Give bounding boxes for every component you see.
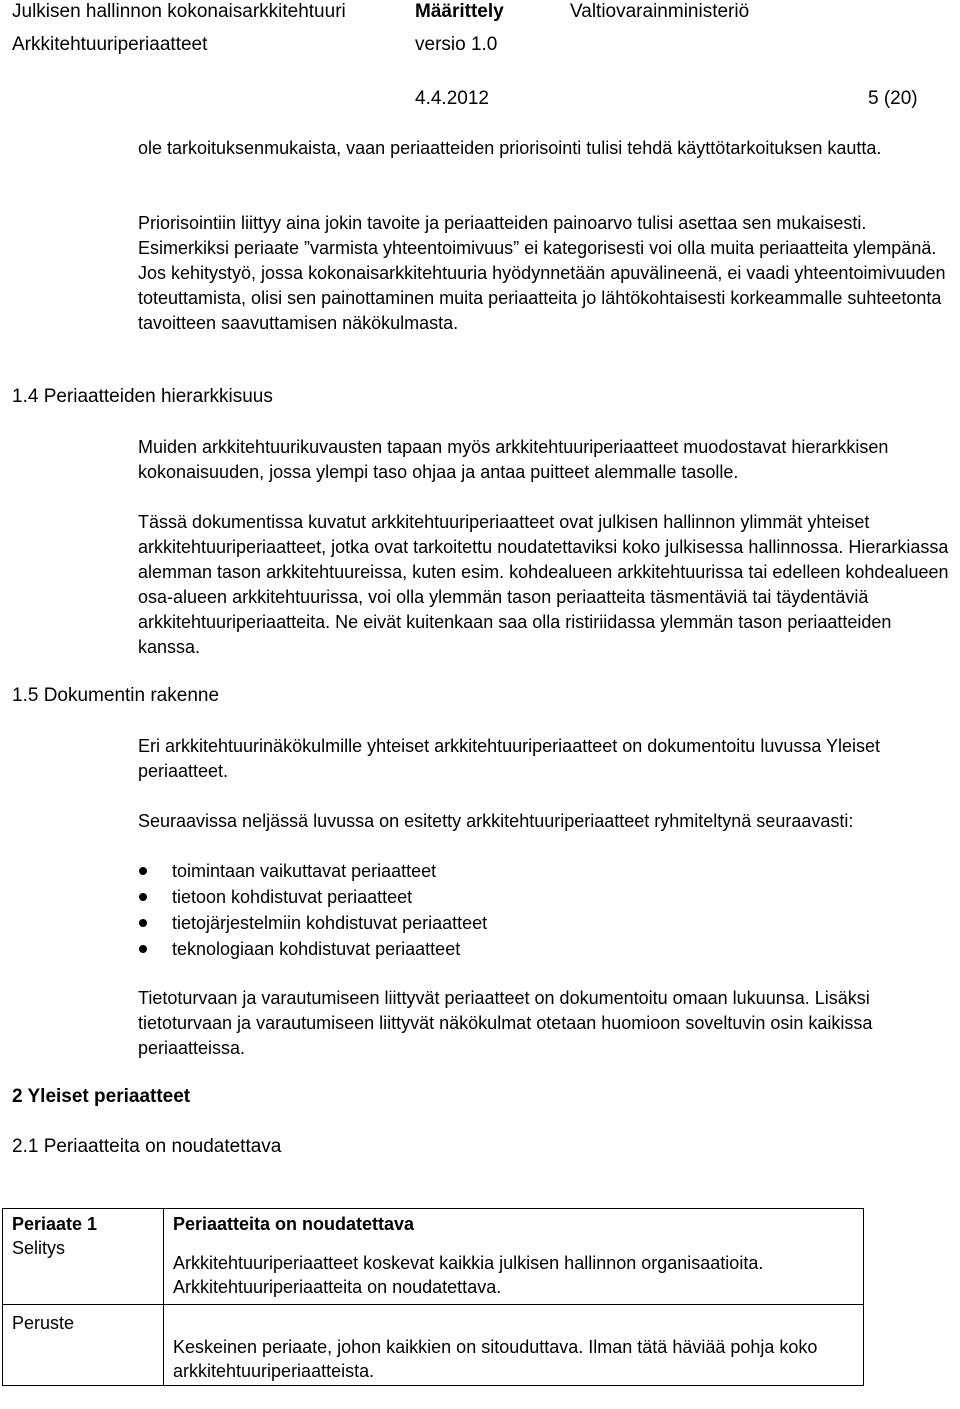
principle-number-label: Periaate 1 <box>12 1214 98 1234</box>
paragraph-hierarchy: Muiden arkkitehtuurikuvausten tapaan myös arkkitehtuuriperiaatteet muodostavat hierarkkisen kokonaisuuden, jossa ylempi taso ohjaa ja antaa puitteet alemmalle tasolle. <box>138 437 889 482</box>
header-date: 4.4.2012 <box>415 88 489 109</box>
paragraph-security: Tietoturvaan ja varautumiseen liittyvät periaatteet on dokumentoitu omaan lukuunsa. Lisäksi tietoturvaan ja varautumiseen liittyvät näkökulmat otetaan huomioon soveltuvin osin kaikissa periaatteissa. <box>138 988 873 1058</box>
table-row <box>3 1209 864 1305</box>
section-heading-2-1: 2.1 Periaatteita on noudatettava <box>12 1136 282 1157</box>
table-label-cell <box>3 1209 164 1305</box>
list-item: teknologiaan kohdistuvat periaatteet <box>138 936 938 962</box>
section-heading-1-5: 1.5 Dokumentin rakenne <box>12 685 220 706</box>
list-item: tietoon kohdistuvat periaatteet <box>138 884 938 910</box>
paragraph-general-principles: Eri arkkitehtuurinäkökulmille yhteiset arkkitehtuuriperiaatteet on dokumentoitu luvussa Yleiset periaatteet. <box>138 736 881 781</box>
bullet-icon <box>139 867 147 875</box>
principle-explanation: Arkkitehtuuriperiaatteet koskevat kaikkia julkisen hallinnon organisaatioita. Arkkitehtuuriperiaatteita on noudatettava. <box>173 1253 764 1297</box>
paragraph-following-chapters: Seuraavissa neljässä luvussa on esitetty arkkitehtuuriperiaatteet ryhmiteltynä seuraavasti: <box>138 811 854 831</box>
bullet-icon <box>139 945 147 953</box>
bullet-list-principle-groups <box>138 858 938 962</box>
header-version: versio 1.0 <box>415 34 498 55</box>
principle-title: Periaatteita on noudatettava <box>173 1214 415 1234</box>
list-item: tietojärjestelmiin kohdistuvat periaatteet <box>138 910 938 936</box>
explanation-label: Selitys <box>12 1238 66 1258</box>
rationale-label: Peruste <box>3 1305 164 1386</box>
list-item: toimintaan vaikuttavat periaatteet <box>138 858 938 884</box>
header-document-title: Arkkitehtuuriperiaatteet <box>12 34 208 55</box>
paragraph-document-principles: Tässä dokumentissa kuvatut arkkitehtuuriperiaatteet ovat julkisen hallinnon ylimmät yhteiset arkkitehtuuriperiaatteet, jotka ovat tarkoitettu noudatettaviksi koko julkisessa hallinnossa. Hierarkiassa alemman tason arkkitehtuureissa, kuten esim. kohdealueen arkkitehtuurissa tai edelleen kohdealueen osa-alueen arkkitehtuurissa, voi olla ylemmän tason periaatteita täsmentäviä tai täydentäviä arkkitehtuuriperiaatteita. Ne eivät kuitenkaan saa olla ristiriidassa ylemmän tason periaatteiden kanssa. <box>138 512 949 657</box>
paragraph-prioritization-goal: Priorisointiin liittyy aina jokin tavoite ja periaatteiden painoarvo tulisi asettaa sen mukaisesti. Esimerkiksi periaate ”varmista yhteentoimivuus” ei kategorisesti voi olla muita periaatteita ylempänä. Jos kehitystyö, jossa kokonaisarkkitehtuuria hyödynnetään apuvälineenä, ei vaadi yhteentoimivuuden toteuttamista, olisi sen painottaminen muita periaatteita jo lähtökohtaisesti korkeammalle suhteetonta tavoitteen saavuttamisen näkökulmasta. <box>138 213 946 333</box>
header-document-type: Määrittely <box>415 1 504 22</box>
section-heading-1-4: 1.4 Periaatteiden hierarkkisuus <box>12 386 273 407</box>
header-page-number: 5 (20) <box>868 88 918 109</box>
header-document-series: Julkisen hallinnon kokonaisarkkitehtuuri <box>12 1 346 22</box>
bullet-icon <box>139 893 147 901</box>
paragraph-prioritization-purpose: ole tarkoituksenmukaista, vaan periaatteiden priorisointi tulisi tehdä käyttötarkoituksen kautta. <box>138 138 882 158</box>
header-organization: Valtiovarainministeriö <box>570 1 750 22</box>
chapter-heading-2: 2 Yleiset periaatteet <box>12 1086 191 1107</box>
table-row <box>3 1305 864 1386</box>
principle-rationale: Keskeinen periaate, johon kaikkien on sitouduttava. Ilman tätä häviää pohja koko arkkitehtuuriperiaatteista. <box>164 1305 864 1386</box>
bullet-icon <box>139 919 147 927</box>
table-content-cell <box>164 1209 864 1305</box>
principle-table <box>2 1208 864 1386</box>
